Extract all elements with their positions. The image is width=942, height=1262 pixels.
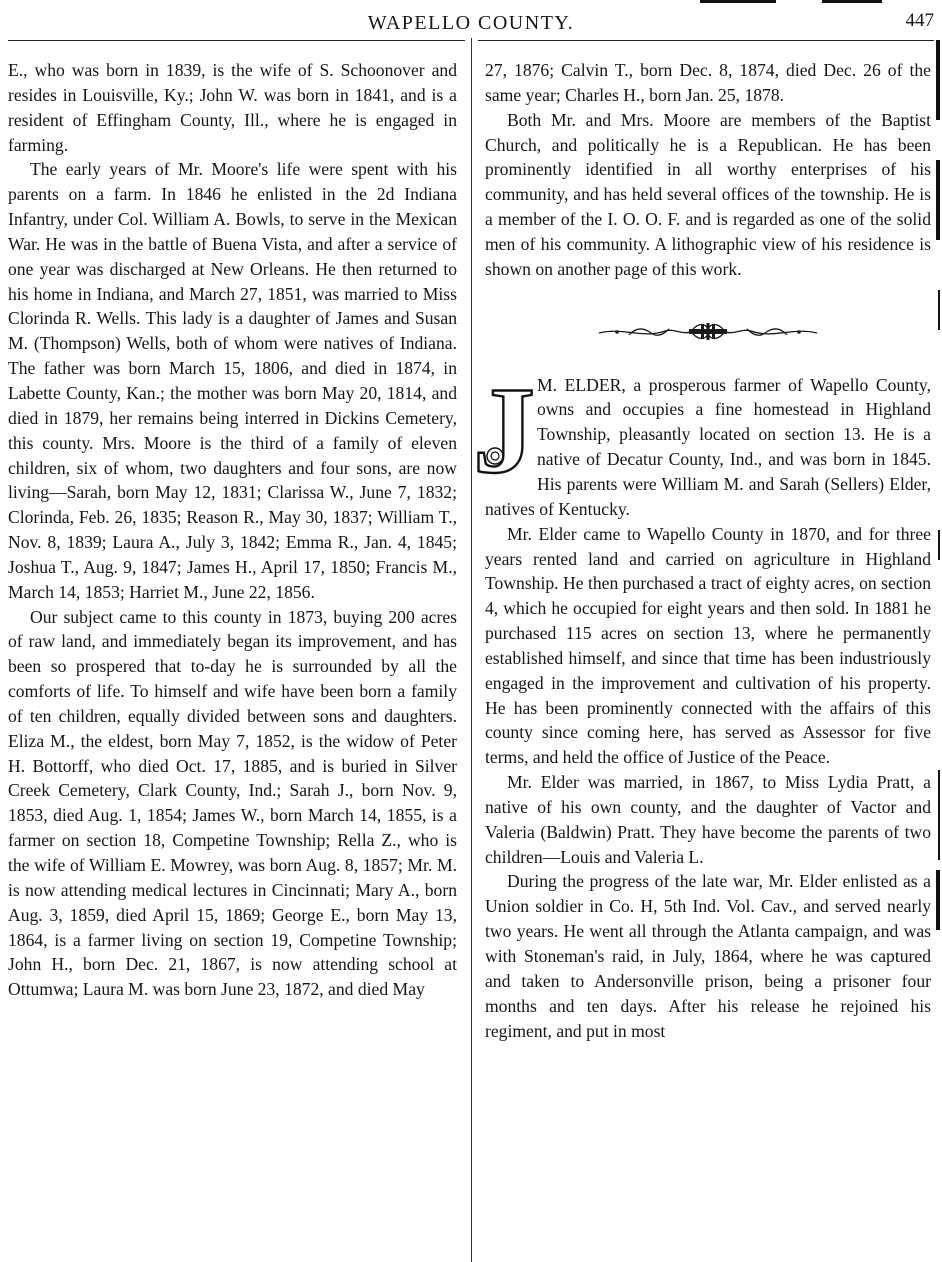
elder-paragraph-war: During the progress of the late war, Mr. Elder enlisted as a Union soldier in Co. H, 5th Ind. Vol. Cav., and served nearly two years. He went all through the Atlanta campaign, and was with Stoneman's raid, in July, 1864, where he was captured and taken to Andersonville prison, being a prisoner four months and ten days. After his release he rejoined his regiment, and put in most — [485, 871, 931, 1041]
right-paragraph-2: Both Mr. and Mrs. Moore are members of the Baptist Church, and politically he is a Republican. He has been prominently identified in all worthy enterprises of his community, and has held several offices of the township. He is a member of the I. O. O. F. and is regarded as one of the solid men of his community. A lithographic view of his residence is shown on another page of this work. — [485, 109, 931, 279]
elder-paragraph-career: Mr. Elder came to Wapello County in 1870, and for three years rented land and carried on agriculture in Highland Township. He then purchased a tract of eighty acres, on section 4, which he occupied for eight years and then sold. In 1881 he purchased 115 acres on section 13, where he permanently established himself, and since that time has been industriously engaged in the improvement and cultivation of his property. He has been prominently connected with the affairs of this county since coming here, has served as Assessor for five terms, and held the office of Justice of the Peace. — [485, 523, 931, 768]
top-edge-bar-right — [822, 0, 882, 3]
top-edge-bar-left — [700, 0, 776, 3]
edge-mark — [936, 40, 940, 120]
elder-bio-intro-text: M. ELDER, a prosperous farmer of Wapello County, owns and occupies a fine homestead in Highland Township, pleasantly located on section 13. He is a native of Decatur County, Ind., and was born in 1845. His parents were William M. and Sarah (Sellers) Elder, natives of Kentucky. — [485, 374, 931, 519]
elder-paragraph-marriage: Mr. Elder was married, in 1867, to Miss Lydia Pratt, a native of his own county, and the daughter of Vactor and Valeria (Baldwin) Pratt. They have become the parents of two children—Louis and Valeria L. — [485, 772, 931, 867]
right-paragraph-1: 27, 1876; Calvin T., born Dec. 8, 1874, died Dec. 26 of the same year; Charles H., born Jan. 25, 1878. — [485, 60, 931, 105]
drop-cap-letter: J — [473, 361, 535, 499]
edge-mark — [938, 530, 940, 560]
page-number: 447 — [905, 10, 934, 31]
section-ornament-divider — [485, 311, 931, 351]
edge-mark — [938, 290, 940, 330]
header-rule-right — [478, 40, 934, 41]
column-divider — [471, 38, 472, 1262]
edge-mark — [936, 160, 940, 240]
page-header-title: WAPELLO COUNTY. — [367, 12, 575, 34]
left-paragraph-1: E., who was born in 1839, is the wife of S. Schoonover and resides in Louisville, Ky.; John W. was born in 1841, and is a resident of Effingham County, Ill., where he is engaged in farming. — [8, 60, 457, 155]
right-column — [473, 58, 931, 1043]
left-paragraph-2: The early years of Mr. Moore's life were spent with his parents on a farm. In 1846 he enlisted in the 2d Indiana Infantry, under Col. William A. Bowls, to serve in the Mexican War. He was in the battle of Buena Vista, and after a service of one year was discharged at New Orleans. He then returned to his home in Indiana, and March 27, 1851, was married to Miss Clorinda R. Wells. This lady is a daughter of James and Susan M. (Thompson) Wells, both of whom were natives of Indiana. The father was born March 15, 1806, and died in 1874, in Labette County, Kan.; the mother was born May 20, 1814, and died in 1879, her remains being interred in Dickins Cemetery, this county. Mrs. Moore is the third of a family of eleven children, six of whom, two daughters and four sons, are now living—Sarah, born May 12, 1831; Clarissa W., June 7, 1832; Clorinda, Feb. 26, 1835; Reason R., May 30, 1837; William T., Nov. 8, 1839; Laura A., July 3, 1842; Emma R., Jan. 4, 1845; Joshua T., Aug. 9, 1847; James H., April 17, 1850; Francis M., March 14, 1853; Harriet M., June 22, 1856. — [8, 159, 457, 602]
elder-bio-intro — [473, 361, 931, 522]
left-paragraph-3: Our subject came to this county in 1873, buying 200 acres of raw land, and immediately began its improvement, and has been so prospered that to-day he is surrounded by all the comforts of life. To himself and wife have been born a family of ten children, equally divided between sons and daughters. Eliza M., the eldest, born May 7, 1852, is the widow of Peter H. Bottorff, who died Oct. 17, 1885, and is buried in Silver Creek Cemetery, Clark County, Ind.; Sarah J., born Nov. 9, 1853, died Aug. 1, 1854; James W., born March 14, 1855, is a farmer on section 18, Competine Township; Rella Z., who is the wife of William E. Mowrey, was born Aug. 8, 1857; Mr. M. is now attending medical lectures in Cincinnati; Mary A., born Aug. 3, 1859, died April 15, 1869; George E., born May 13, 1864, is a farmer living on section 19, Competine Township; John H., born Dec. 21, 1867, is now attending school at Ottumwa; Laura M. was born June 23, 1872, and died May — [8, 606, 457, 1000]
left-column — [8, 58, 457, 1002]
header-rule-left — [8, 40, 465, 41]
edge-mark — [938, 770, 940, 860]
edge-mark — [936, 870, 940, 930]
drop-cap-initial-j — [473, 361, 535, 499]
